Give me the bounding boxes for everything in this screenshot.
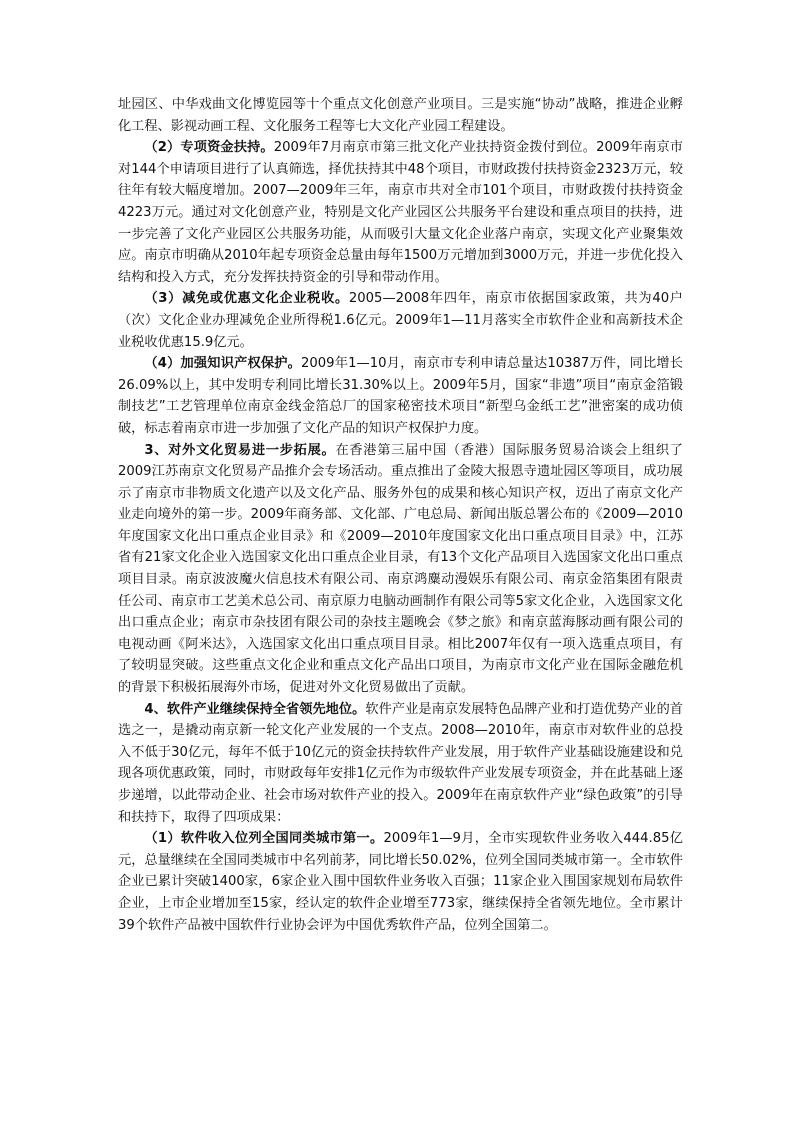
paragraph-software-revenue: [118, 828, 683, 936]
paragraph-foreign-trade: [118, 440, 683, 699]
paragraph-special-funds: [118, 137, 683, 288]
section-heading: （3）减免或优惠文化企业税收。: [144, 291, 349, 307]
paragraph-software-industry: [118, 699, 683, 829]
section-heading: 4、软件产业继续保持全省领先地位。: [144, 701, 366, 717]
section-heading: （4）加强知识产权保护。: [144, 356, 302, 372]
paragraph-text: 2009年1—9月，全市实现软件业务收入444.85亿元，总量继续在全国同类城市中名列前茅，同比增长50.02%，位列全国同类城市第一。全市软件企业已累计突破1400家，6家企业入围中国软件业务收入百强；11家企业入围国家规划布局软件企业，上市企业增加至15家，经认定的软件企业增至773家，继续保持全省领先地位。全市累计39个软件产品被中国软件行业协会评为中国优秀软件产品，位列全国第二。: [118, 831, 683, 933]
paragraph-text: 2009年1—10月，南京市专利申请总量达10387万件，同比增长26.09%以上，其中发明专利同比增长31.30%以上。2009年5月，国家“非遗”项目“南京金箔锻制技艺”工艺管理单位南京金线金箔总厂的国家秘密技术项目“新型乌金纸工艺”泄密案的成功侦破，标志着南京市进一步加强了文化产品的知识产权保护力度。: [118, 356, 683, 436]
section-heading: 3、对外文化贸易进一步拓展。: [144, 442, 336, 458]
section-heading: （2）专项资金扶持。: [144, 140, 274, 156]
section-heading: （1）软件收入位列全国同类城市第一。: [144, 831, 384, 847]
paragraph-text: 址园区、中华戏曲文化博览园等十个重点文化创意产业项目。三是实施“协动”战略，推进企业孵化工程、影视动画工程、文化服务工程等七大文化产业园工程建设。: [118, 97, 683, 134]
paragraph-text: 2009年7月南京市第三批文化产业扶持资金拨付到位。2009年南京市对144个申请项目进行了认真筛选，择优扶持其中48个项目，市财政拨付扶持资金2323万元，较往年有较大幅度增加。2007—2009年三年，南京市共对全市101个项目，市财政拨付扶持资金4223万元。通过对文化创意产业，特别是文化产业园区公共服务平台建设和重点项目的扶持，进一步完善了文化产业园区公共服务功能，从而吸引大量文化企业落户南京，实现文化产业聚集效应。南京市明确从2010年起专项资金总量由每年1500万元增加到3000万元，并进一步优化投入结构和投入方式，充分发挥扶持资金的引导和带动作用。: [118, 140, 683, 285]
paragraph-tax-relief: [118, 288, 683, 353]
paragraph-ip-protection: [118, 353, 683, 439]
paragraph-text: 2005—2008年四年，南京市依据国家政策，共为40户（次）文化企业办理减免企业所得税1.6亿元。2009年1—11月落实全市软件企业和高新技术企业税收优惠15.9亿元。: [118, 291, 683, 350]
paragraph-continuation: [118, 94, 683, 137]
paragraph-text: 软件产业是南京发展特色品牌产业和打造优势产业的首选之一，是撬动南京新一轮文化产业发展的一个支点。2008—2010年，南京市对软件业的总投入不低于30亿元，每年不低于10亿元的资金扶持软件产业发展，用于软件产业基础设施建设和兑现各项优惠政策，同时，市财政每年安排1亿元作为市级软件产业发展专项资金，并在此基础上逐步递增，以此带动企业、社会市场对软件产业的投入。2009年在南京软件产业“绿色政策”的引导和扶持下，取得了四项成果：: [118, 701, 683, 825]
paragraph-text: 在香港第三届中国（香港）国际服务贸易洽谈会上组织了2009江苏南京文化贸易产品推介会专场活动。重点推出了金陵大报恩寺遗址园区等项目，成功展示了南京市非物质文化遗产以及文化产品、服务外包的成果和核心知识产权，迈出了南京文化产业走向境外的第一步。2009年商务部、文化部、广电总局、新闻出版总署公布的《2009—2010年度国家文化出口重点企业目录》和《2009—2010年度国家文化出口重点项目目录》中，江苏省有21家文化企业入选国家文化出口重点企业目录，有13个文化产品项目入选国家文化出口重点项目目录。南京波波魔火信息技术有限公司、南京鸿麋动漫娱乐有限公司、南京金箔集团有限责任公司、南京市工艺美术总公司、南京原力电脑动画制作有限公司等5家文化企业，入选国家文化出口重点企业；南京市杂技团有限公司的杂技主题晚会《梦之旅》和南京蓝海豚动画有限公司的电视动画《阿米达》，入选国家文化出口重点项目目录。相比2007年仅有一项入选重点项目，有了较明显突破。这些重点文化企业和重点文化产品出口项目，为南京市文化产业在国际金融危机的背景下积极拓展海外市场，促进对外文化贸易做出了贡献。: [118, 442, 683, 696]
document-body: [118, 94, 683, 936]
